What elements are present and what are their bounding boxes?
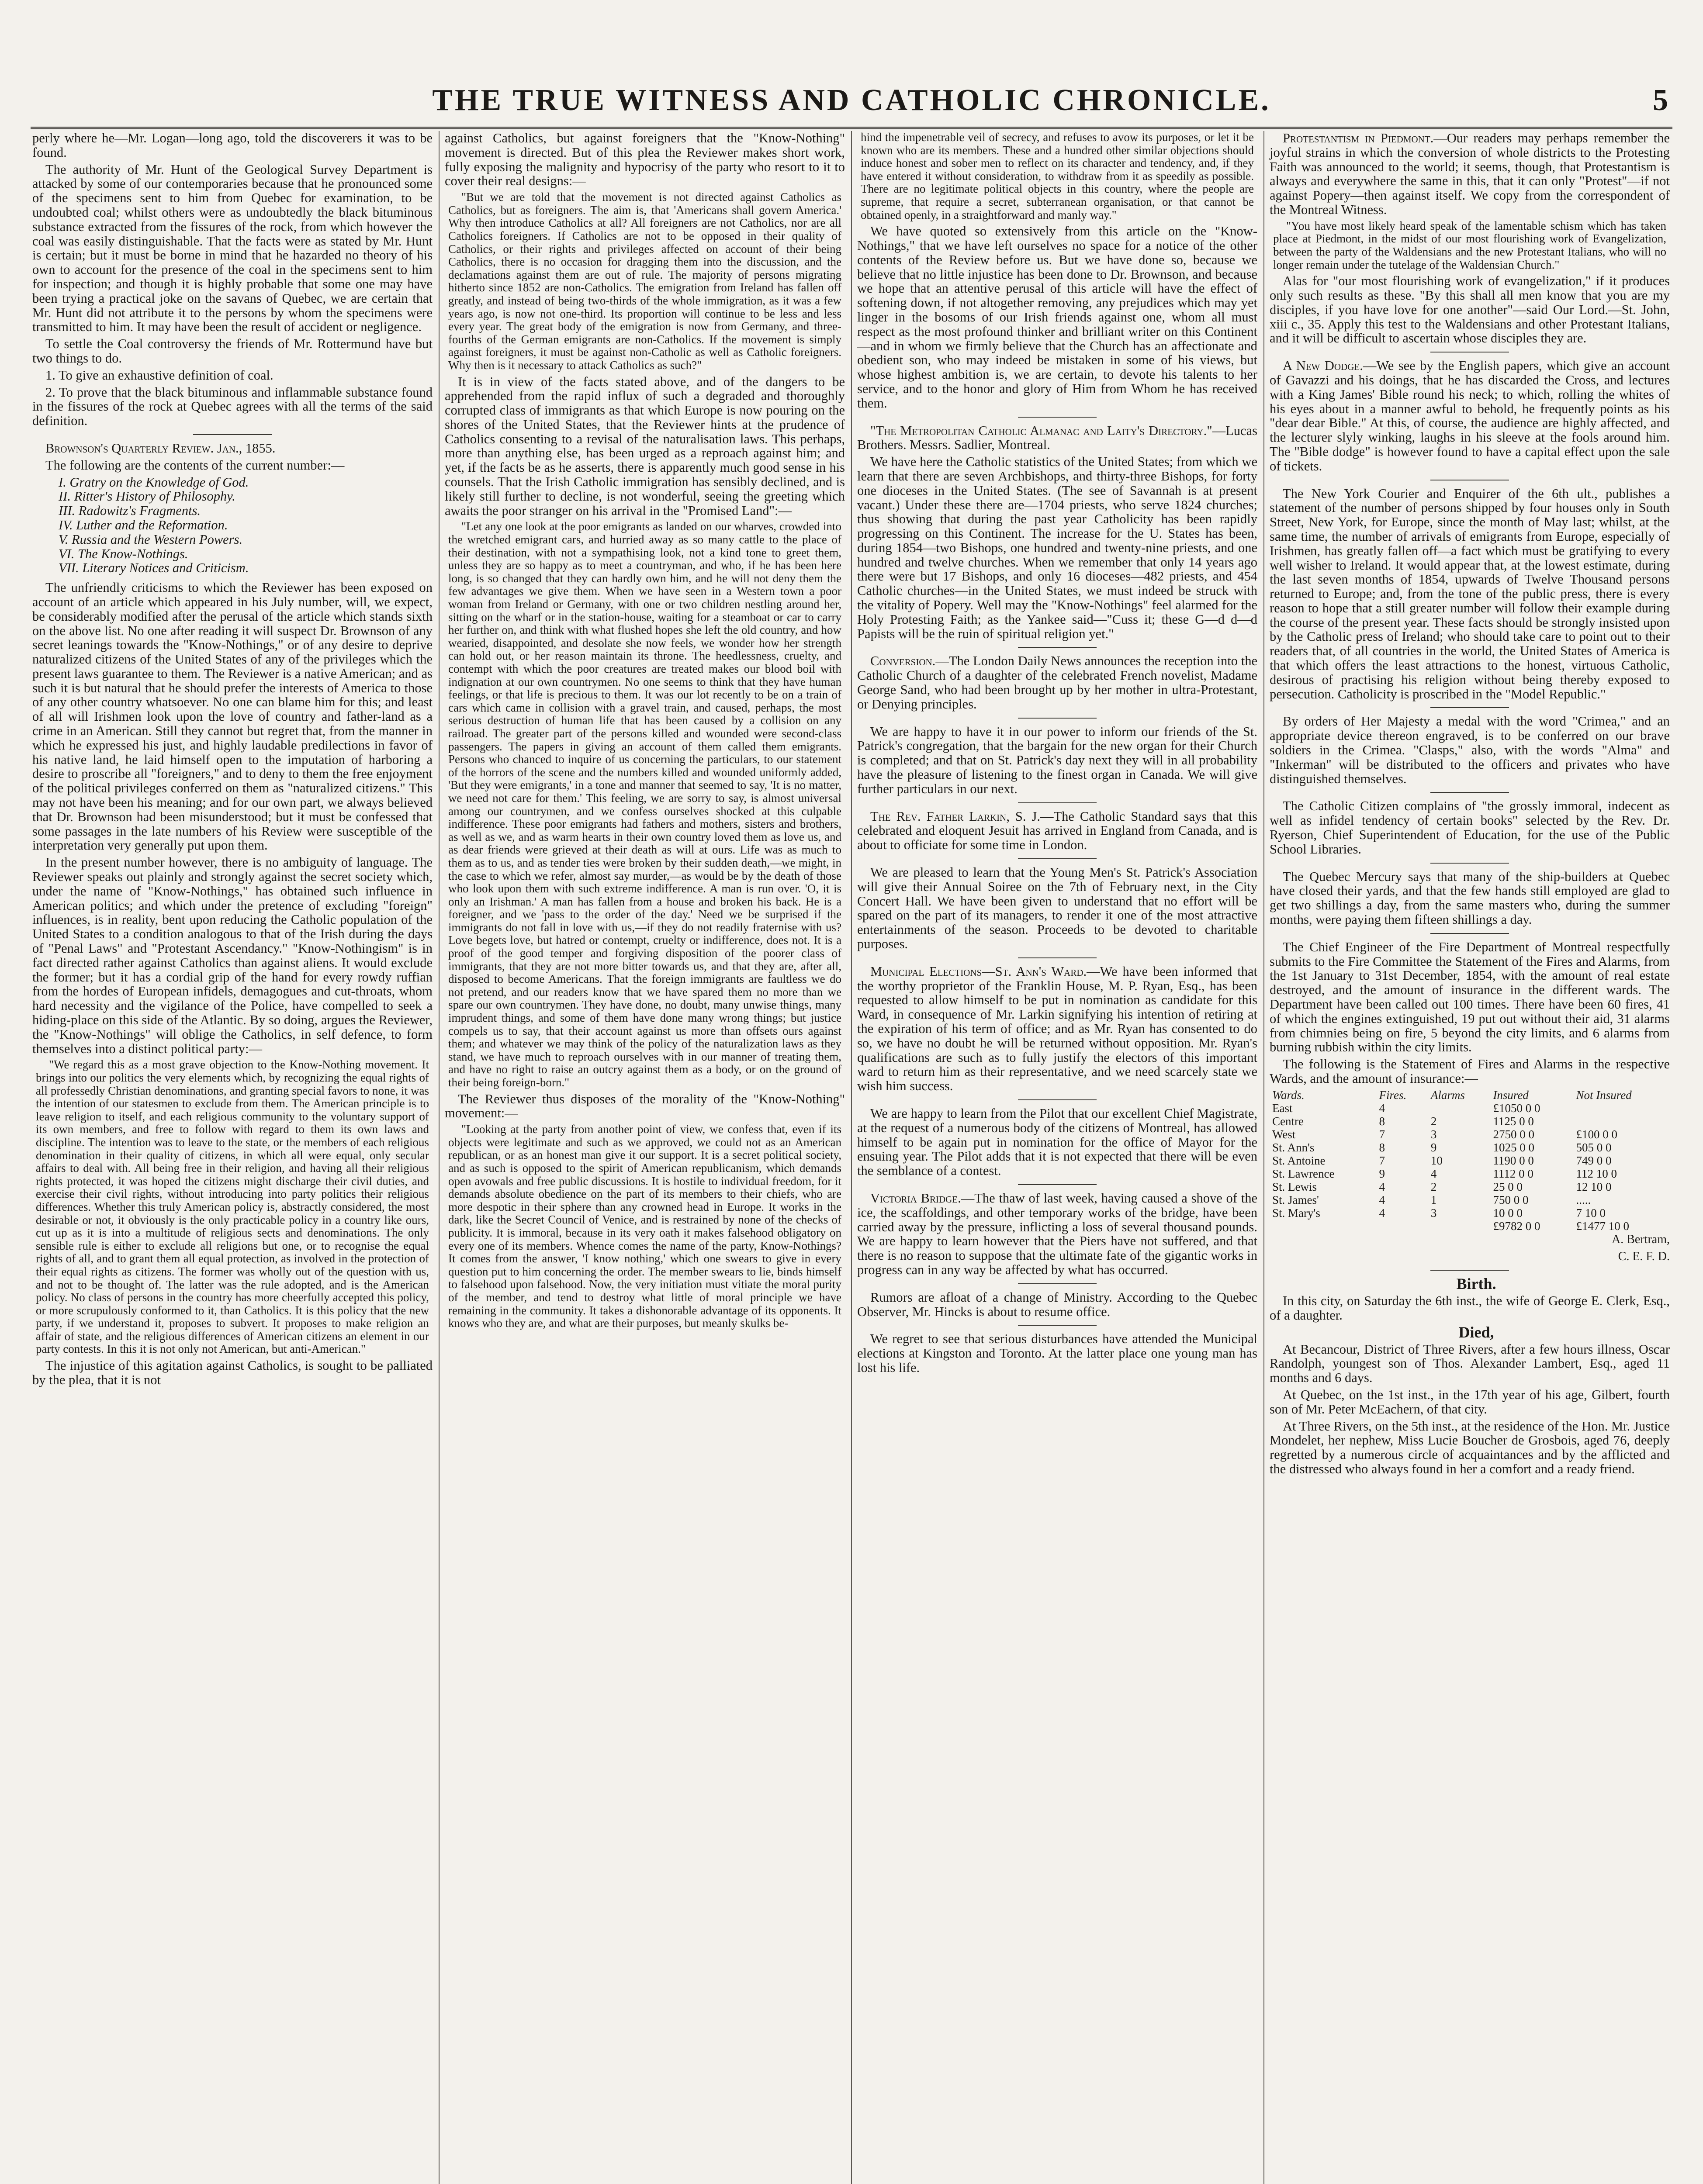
list-item: IV. Luther and the Reformation. [59, 517, 228, 532]
table-row [1270, 1141, 1670, 1154]
total-insured: £9782 0 0 [1493, 1219, 1540, 1233]
table-cell: 7 10 0 [1576, 1206, 1606, 1220]
table-cell: 8 [1379, 1114, 1385, 1128]
section-heading: Protestantism in Piedmont. [1283, 131, 1434, 145]
total-not-insured: £1477 10 0 [1576, 1219, 1629, 1233]
table-cell: £100 0 0 [1576, 1127, 1617, 1141]
table-cell: St. Ann's [1272, 1140, 1315, 1154]
section-divider [1430, 863, 1509, 864]
article-paragraph: The unfriendly criticisms to which the Reviewer has been exposed on account of an article which appeared in his July number, will, we expect, be considerably modified after the perusal of the article which stands sixth on the above list. No one after reading it will suspect Dr. Brownson of any secret leanings towards the "Know-Nothings," or of any desire to deprive naturalized citizens of the United States of any of the privileges which the present laws guarantee to them. The Reviewer is a native American; and as such it is but natural that he should prefer the interests of America to those of any other country whatsoever. No one can blame him for this; and least of all will Irishmen look upon the love of country and father-land as a crime in an American. Still they cannot but regret that, from the manner in which he expressed his just, and highly laudable predilections in favor of his native land, he laid himself open to the imputation of harboring a desire to proscribe all "foreigners," and to deny to them the free enjoyment of the political privileges conferred on them as "naturalized citizens." This may not have been his meaning; and for our own part, we always believed that Dr. Brownson had been misunderstood; but it must be confessed that some passages in the late numbers of his Review were susceptible of the interpretation very generally put upon them. [32, 580, 433, 853]
table-cell: 1112 0 0 [1493, 1167, 1533, 1180]
table-header-row [1270, 1089, 1670, 1102]
quoted-passage: "Let any one look at the poor emigrants as landed on our wharves, crowded into the wretched emigrant cars, and hurried away as so many cattle to the place of their destination, with not a sympathising look, not a kind tone to greet them, unless they are so happy as to meet a countryman, and who, if he has been here long, is so changed that they can hardly own him, and he will not deny them the few advantages we give them. When we have seen in a Western town a poor woman from Ireland or Germany, with one or two children nestling around her, sitting on the wharf or in the station-house, waiting for a steamboat or car to carry her further on, and think with what flushed hopes she left the old country, and how wearied, disappointed, and desolate she now feels, we wonder how her strength can hold out, or her reason maintain its throne. The heedlessness, cruelty, and contempt with which the poor creatures are treated makes our blood boil with indignation at our own countrymen. No one seems to think that they have human feelings, or that life is precious to them. It was our lot recently to be on a train of cars which came in collision with a gravel train, and caused, perhaps, the most serious destruction of human life that has been caused by a collision on any railroad. The greater part of the persons killed and wounded were second-class passengers. The papers in giving an account of them called them emigrants. Persons who chanced to inquire of us concerning the particulars, to our statement of the horrors of the scene and the numbers killed and wounded uniformly added, 'But they were emigrants,' in a tone and manner that seemed to say, 'It is no matter, we need not care for them.' This feeling, we are sorry to say, is almost universal among our countrymen, and we confess ourselves shocked at this culpable indifference. These poor emigrants had fathers and mothers, sisters and brothers, as well as we, and as warm hearts in their own country loved them as love us, and as dear friends were grieved at their death as will at ours. Life was as much to them as to us, and as tender ties were broken by their sudden death,—we might, in the case to which we refer, almost say murder,—as would be by the death of those who look upon them with such extreme indifference. A man is run over. 'O, it is only an Irishman.' A man has fallen from a house and broken his back. He is a foreigner, and we 'pass to the order of the day.' Need we be surprised if the immigrants do not fall in love with us,—if they do not readily fraternise with us? Love begets love, but hatred or contempt, cruelty or indifference, does not. It is a proof of the good temper and forgiving disposition of the poorer class of immigrants, that they are not more bitter towards us, and that they are, after all, disposed to become Americans. That the foreign immigrants are faultless we do not pretend, and our readers know that we have spared them no more than we spare our own countrymen. They have done, no doubt, many unwise things, many imprudent things, and some of them have done many wrong things; but justice compels us to say, that their account against us more than offsets ours against them; and whatever we may think of the policy of the naturalization laws as they stand, we have much to reproach ourselves with in our manner of treating them, and have no right to raise an outcry against them as a body, or on the ground of their being foreign-born." [448, 520, 841, 1089]
quoted-passage: "You have most likely heard speak of the lamentable schism which has taken place at Piedmont, in the midst of our most flourishing work of Evangelization, between the party of the Waldensians and the new Protestant Italians, who will no longer remain under the tutelage of the Waldensian Church." [1273, 219, 1666, 271]
section-heading: Victoria Bridge. [870, 1190, 961, 1206]
article-paragraph: The New York Courier and Enquirer of the 6th ult., publishes a statement of the number of persons shipped by four houses only in South Street, New York, for Europe, since the month of May last; whilst, at the same time, the number of arrivals of emigrants from Europe, especially of Irishmen, has greatly fallen off—a fact which must be gratifying to every well wisher to Ireland. It would appear that, at the lowest estimate, during the last seven months of 1854, upwards of Twelve Thousand persons returned to Europe; and, from the tone of the public press, there is every reason to hope that a still greater number will follow their example during the course of the present year. These facts should be strongly insisted upon by the Catholic press of Ireland; who should take care to point out to their readers that, of all countries in the world, the United States of America is that which offers the least attractions to the honest, virtuous Catholic, desirous of practising his religion without being thereby exposed to persecution. Catholicity is proscribed in the "Model Republic." [1270, 486, 1670, 702]
table-cell: St. Antoine [1272, 1154, 1326, 1167]
article-paragraph: Rumors are afloat of a change of Ministry. According to the Quebec Observer, Mr. Hincks is about to resume office. [857, 1289, 1257, 1319]
article-paragraph: We have here the Catholic statistics of the United States; from which we learn that there are seven Archbishops, and thirty-three Bishops, for forty one dioceses in the United States. (The see of Savannah is at present vacant.) Under these there are—1704 priests, who serve 1824 churches; thus showing that during the past year Catholicity has been rapidly progressing on this Continent. The increase for the U. States has been, during 1854—two Bishops, one hundred and twenty-nine priests, and one hundred and twelve churches. When we remember that only 14 years ago there were but 17 Bishops, and only 16 dioceses—482 priests, and 454 Catholic churches—in the United States, we must indeed be struck with the vitality of Popery. Well may the "Know-Nothings" feel alarmed for the Holy Protesting Faith; as the Yankee said—"Cuss it; these G—d d—d Papists will be the ruin of spiritual religion yet." [857, 454, 1257, 641]
list-item: VII. Literary Notices and Criticism. [59, 560, 249, 576]
table-cell: 1190 0 0 [1493, 1154, 1534, 1167]
table-row [1270, 1102, 1670, 1115]
fires-table [1270, 1089, 1670, 1233]
section-divider [1018, 957, 1097, 958]
list-item: VI. The Know-Nothings. [59, 546, 188, 561]
table-cell: 750 0 0 [1493, 1193, 1529, 1206]
section-divider [1018, 1099, 1097, 1100]
table-row [1270, 1193, 1670, 1206]
signature-title: C. E. F. D. [1618, 1249, 1670, 1263]
table-cell: 4 [1430, 1167, 1437, 1180]
quoted-passage: "Looking at the party from another point of view, we confess that, even if its objects were legitimate and such as we approved, we could not as an American republican, or as an honest man give it our support. It is a secret political society, and as such is opposed to the spirit of American republicanism, which demands open avowals and free public discussions. It is hostile to individual freedom, for it demands absolute obedience on the part of its members to their chiefs, who are more despotic in their sphere than any crowned head in Europe. It works in the dark, like the Secret Council of Venice, and is restrained by none of the checks of publicity. It is immoral, because in its very oath it makes falsehood obligatory on every one of its members. Whence comes the name of the party, Know-Nothings? It comes from the answer, 'I know nothing,' which one swears to give in every question put to him concerning the order. The member swears to lie, binds himself to falsehood upon falsehood. Now, the very initiation must vitiate the moral purity of the member, and tend to destroy what little of moral principle we have remaining in the community. It takes a dishonorable advantage of its opponents. It knows who they are, and what are their purposes, but meanly skulks be- [448, 1123, 841, 1330]
death-notice: At Quebec, on the 1st inst., in the 17th year of his age, Gilbert, fourth son of Mr. Peter McEachern, of that city. [1270, 1387, 1670, 1417]
section-divider [1018, 802, 1097, 803]
article-paragraph: The following is the Statement of Fires and Alarms in the respective Wards, and the amount of insurance:— [1270, 1057, 1670, 1086]
table-cell: 112 10 0 [1576, 1167, 1617, 1180]
masthead [31, 74, 1672, 129]
article-paragraph: The Reviewer thus disposes of the morality of the "Know-Nothing" movement:— [445, 1091, 845, 1121]
table-cell: 2750 0 0 [1493, 1127, 1534, 1141]
table-cell [1428, 1102, 1491, 1115]
page-number: 5 [1653, 83, 1668, 117]
section-heading: Conversion. [870, 653, 936, 669]
table-cell: St. Mary's [1272, 1206, 1320, 1220]
table-row [1270, 1206, 1670, 1220]
article-paragraph: perly where he—Mr. Logan—long ago, told the discoverers it was to be found. [32, 131, 433, 160]
signature-name: A. Bertram, [1612, 1232, 1670, 1246]
article-paragraph: The Quebec Mercury says that many of the ship-builders at Quebec have closed their yards, and that the few hands still employed are glad to get two shillings a day, from the same masters who, during the summer months, were paying them fifteen shillings a day. [1270, 869, 1670, 927]
article-paragraph: Alas for "our most flourishing work of evangelization," if it produces only such results as these. "By this shall all men know that you are my disciples, if you have love for one another"—said Our Lord.—St. John, xiii c., 35. Apply this test to the Waldensians and other Protestant Italians, and it will be difficult to ascertain whose disciples they are. [1270, 273, 1670, 346]
article-paragraph: against Catholics, but against foreigners that the "Know-Nothing" movement is directed. But of this plea the Reviewer makes short work, fully exposing the malignity and hypocrisy of the party who resort to it to cover their real designs:— [445, 131, 845, 189]
article-paragraph: The following are the contents of the current number:— [45, 457, 345, 473]
column-3 [855, 131, 1259, 2184]
table-cell [1573, 1102, 1670, 1115]
article-paragraph: To settle the Coal controversy the friends of Mr. Rottermund have but two things to do. [32, 336, 433, 366]
table-cell: 2 [1430, 1114, 1437, 1128]
table-cell: 505 0 0 [1576, 1140, 1612, 1154]
section-divider [1018, 1184, 1097, 1185]
table-cell: 3 [1430, 1206, 1437, 1220]
table-row [1270, 1167, 1670, 1180]
table-cell: 8 [1379, 1140, 1385, 1154]
section-heading: A New Dodge. [1283, 358, 1363, 373]
list-item: V. Russia and the Western Powers. [59, 532, 243, 547]
table-cell: 9 [1430, 1140, 1437, 1154]
quoted-passage: hind the impenetrable veil of secrecy, and refuses to avow its purposes, or let it be known who are its members. These and a hundred other similar objections should induce honest and sober men to reflect on its character and tendency, and, if they have entered it without consideration, to withdraw from it as speedily as possible. There are no legitimate political objects in this country, where the people are supreme, that require a secret, subterranean organisation, or that cannot be obtained openly, in a straightforward and manly way." [861, 131, 1254, 221]
table-cell: 1 [1430, 1193, 1437, 1206]
table-cell: 1025 0 0 [1493, 1140, 1534, 1154]
quoted-passage: "We regard this as a most grave objection to the Know-Nothing movement. It brings into our politics the very elements which, by recognizing the equal rights of all professedly Christian denominations, and granting special favors to none, it was the intention of our statesmen to exclude from them. The American principle is to leave religion to itself, and each religious community to the voluntary support of its own members, and free to follow with regard to them its own laws and discipline. The intention was to leave to the state, or the members of each religious denomination in their quality of citizens, in which all were equal, only secular affairs to deal with. All being free in their religion, and having all their religious rights protected, it was hoped the citizens might discharge their civil duties, and exercise their civil rights, without introducing into party politics their religious differences. Whether this truly American policy is, abstractly considered, the most desirable or not, it obviously is the only practicable policy in a country like ours, cut up as it is into a multitude of religious sects and denominations. The only sensible rule is either to exclude all religions but one, or to recognise the equal rights of all, and to grant them all equal protection, as involved in the protection of their equal rights as citizens. The former was wholly out of the question with us, and not to be thought of. The latter was the rule adopted, and is the American policy. No class of persons in the country has more cheerfully accepted this policy, or more scrupulously conformed to it, than Catholics. It is this policy that the new party, if we understand it, proposes to subvert. It proposes to make religion an affair of state, and the religious differences of American citizens an element in our party contests. In this it is not only not American, but anti-American." [36, 1058, 429, 1356]
table-cell: 4 [1379, 1193, 1385, 1206]
table-cell: 749 0 0 [1576, 1154, 1612, 1167]
table-cell: £1050 0 0 [1493, 1101, 1540, 1115]
table-cell: 7 [1379, 1127, 1385, 1141]
article-paragraph: 2. To prove that the black bituminous and inflammable substance found in the fissures of the rock at Quebec agrees with all the terms of the said definition. [32, 384, 433, 429]
article-paragraph: The Catholic Citizen complains of "the grossly immoral, indecent as well as infidel tendency of certain books" selected by the Rev. Dr. Ryerson, Chief Superintendent of Education, for the use of the Public School Libraries. [1270, 798, 1670, 857]
table-cell: ..... [1576, 1193, 1591, 1206]
table-cell: 1125 0 0 [1493, 1114, 1534, 1128]
article-text: —Lucas Brothers. Messrs. Sadlier, Montreal. [857, 423, 1257, 453]
table-cell: St. James' [1272, 1193, 1319, 1206]
contents-list [59, 475, 433, 576]
death-notice: At Becancour, District of Three Rivers, after a few hours illness, Oscar Randolph, youngest son of Thos. Alexander Lambert, Esq., aged 11 months and 6 days. [1270, 1341, 1670, 1386]
section-divider [193, 434, 272, 435]
section-divider [1018, 647, 1097, 648]
article-text: —The London Daily News announces the reception into the Catholic Church of a daughter of the celebrated French novelist, Madame George Sand, who had been brought up by her mother in ultra-Protestant, or Denying principles. [857, 653, 1257, 712]
article-paragraph: We are pleased to learn that the Young Men's St. Patrick's Association will give their Annual Soiree on the 7th of February next, in the City Concert Hall. We have been given to understand that no effort will be spared on the part of its managers, to render it one of the most attractive entertainments of the season. Proceeds to be devoted to charitable purposes. [857, 865, 1257, 952]
column-1 [31, 131, 434, 2184]
table-cell: St. Lawrence [1272, 1167, 1335, 1180]
table-cell: 25 0 0 [1493, 1180, 1523, 1193]
table-cell: 4 [1379, 1101, 1385, 1115]
list-item: III. Radowitz's Fragments. [59, 503, 201, 518]
article-text: —The thaw of last week, having caused a shove of the ice, the scaffoldings, and other temporary works of the bridge, have been carried away by the pressure, inflicting a loss of several thousand pounds. We are happy to learn however that the Piers have not suffered, and that there is no reason to suppose that the ultimate fate of the gigantic works in progress can in any way be affected by what has occurred. [857, 1190, 1257, 1277]
list-item: II. Ritter's History of Philosophy. [59, 489, 235, 504]
table-row [1270, 1128, 1670, 1141]
article-text: —We see by the English papers, which give an account of Gavazzi and his doings, that he has discarded the Cross, and lectures with a King James' Bible round his neck; to which, rolling the whites of his eyes about in a manner awful to behold, he frequently points as his "dear dear Bible." At this, of course, the audience are highly affected, and the lecturer slyly winking, laughs in his sleeve at the fools around him. The "Bible dodge" is however found to have a capital effect upon the sale of tickets. [1270, 358, 1670, 473]
table-cell: 10 0 0 [1493, 1206, 1523, 1220]
table-cell: 4 [1379, 1180, 1385, 1193]
article-paragraph: 1. To give an exhaustive definition of coal. [45, 367, 273, 383]
article-paragraph: By orders of Her Majesty a medal with the word "Crimea," and an appropriate device thereon engraved, is to be conferred on our brave soldiers in the Crimea. "Clasps," also, with the words "Alma" and "Inkerman" will be distributed to the officers and privates who have distinguished themselves. [1270, 714, 1670, 786]
birth-notice: In this city, on Saturday the 6th inst., the wife of George E. Clerk, Esq., of a daughter. [1270, 1293, 1670, 1323]
table-cell: Centre [1272, 1114, 1304, 1128]
article-paragraph: It is in view of the facts stated above, and of the dangers to be apprehended from the rapid influx of such a degraded and thoroughly corrupted class of immigrants as that which Europe is now pouring on the shores of the United States, that the Reviewer hints at the prudence of Catholics consenting to a revisal of the naturalisation laws. This perhaps, more than anything else, has been urged as a reproach against him; and yet, if the facts be as he asserts, there is apparently much good sense in his counsels. That the Irish Catholic immigration has sensibly declined, and is likely still further to decline, is not wonderful, seeing the greeting which awaits the poor stranger on his arrival in the "Promised Land":— [445, 374, 845, 518]
column-header: Wards. [1272, 1088, 1305, 1102]
section-heading: Municipal Elections—St. Ann's Ward. [870, 964, 1087, 979]
table-cell: 7 [1379, 1154, 1385, 1167]
list-item: I. Gratry on the Knowledge of God. [59, 474, 249, 490]
newspaper-title: THE TRUE WITNESS AND CATHOLIC CHRONICLE. [432, 83, 1271, 117]
article-text: —The Catholic Standard says that this celebrated and eloquent Jesuit has arrived in England from Canada, and is about to officiate for some time in London. [857, 809, 1257, 853]
table-row [1270, 1154, 1670, 1167]
article-paragraph: In the present number however, there is no ambiguity of language. The Reviewer speaks out plainly and strongly against the secret society which, under the name of "Know-Nothings," has obtained such influence in American politics; and which under the pretence of excluding "foreign" influences, is in reality, bent upon reducing the Catholic population of the United States to a condition analogous to that of the Irish during the days of "Penal Laws" and "Protestant Ascendancy." "Know-Nothingism" is in fact directed rather against Catholics than against aliens. It would exclude the former; but it has a cordial grip of the hand for every rowdy ruffian from the hordes of European infidels, demagogues and cut-throats, whom hard necessity and the vigilance of the Police, have compelled to seek a hiding-place on this side of the Atlantic. By so doing, argues the Reviewer, the "Know-Nothings" will oblige the Catholics, in self defence, to form themselves into a distinct political party:— [32, 855, 433, 1056]
article-paragraph: We regret to see that serious disturbances have attended the Municipal elections at Kingston and Toronto. At the latter place one young man has lost his life. [857, 1331, 1257, 1375]
table-cell [1573, 1115, 1670, 1128]
table-row [1270, 1180, 1670, 1193]
page-columns [31, 131, 1672, 2184]
died-heading: Died, [1458, 1323, 1494, 1341]
article-paragraph: We have quoted so extensively from this article on the "Know-Nothings," that we have left ourselves no space for a notice of the other contents of the Review before us. But we have done so, because we believe that no little injustice has been done to Dr. Brownson, and because we hope that an attentive perusal of this article will have the effect of softening down, if not altogether removing, any prejudices which may yet linger in the bosoms of our Irish friends against one, whom all must respect as the most profound thinker and brilliant writer on this Continent—and in whom we firmly believe that the Church has an affectionate and obedient son, who may indeed be mistaken in some of his views, but whose highest ambition is, we are certain, to devote his talents to her service, and to the honor and glory of Him from Whom he has received them. [857, 224, 1257, 411]
table-cell: 4 [1379, 1206, 1385, 1220]
article-paragraph: The injustice of this agitation against Catholics, is sought to be palliated by the plea, that it is not [32, 1358, 433, 1387]
section-divider [1430, 933, 1509, 934]
section-heading: The Rev. Father Larkin, S. J. [870, 809, 1041, 824]
table-cell: St. Lewis [1272, 1180, 1317, 1193]
table-cell: West [1272, 1127, 1296, 1141]
article-paragraph: The Chief Engineer of the Fire Department of Montreal respectfully submits to the Fire Committee the Statement of the Fires and Alarms, from the 1st January to 31st December, 1854, with the amount of real estate destroyed, and the amount of insurance in the different wards. The Department have been called out 100 times. There have been 60 fires, 41 of which the engines extinguished, 19 put out without their aid, 31 alarms from chimnies being on fire, 5 beyond the city limits, and 6 alarms from burning rubbish within the city limits. [1270, 939, 1670, 1055]
table-row [1270, 1115, 1670, 1128]
column-4 [1268, 131, 1672, 2184]
section-divider [1430, 1270, 1509, 1271]
column-header: Not Insured [1576, 1088, 1632, 1102]
section-heading: "The Metropolitan Catholic Almanac and Laity's Directory." [870, 423, 1212, 438]
birth-heading: Birth. [1456, 1275, 1496, 1293]
article-text: —We have been informed that the worthy proprietor of the Franklin House, M. P. Ryan, Esq., has been requested to allow himself to be put in nomination as candidate for this Ward, in consequence of Mr. Larkin signifying his intention of retiring at the expiration of his term of office; and as Mr. Ryan has consented to do so, we have no doubt he will be returned without opposition. Mr. Ryan's qualifications are such as to fully justify the electors of this important ward to return him as their representative, and we need scarcely state we wish him success. [857, 964, 1257, 1094]
section-divider [1430, 707, 1509, 708]
quoted-passage: "But we are told that the movement is not directed against Catholics as Catholics, but as foreigners. The aim is, that 'Americans shall govern America.' Why then introduce Catholics at all? All foreigners are not Catholics, nor are all Catholics foreigners. If Catholics are not to be opposed in their quality of Catholics, or their rights and privileges affected on account of their being Catholics, there is no occasion for dragging them into the discussion, and the declamations against them are out of rule. The majority of persons migrating hitherto since 1852 are non-Catholics. The emigration from Ireland has fallen off greatly, and instead of being two-thirds of the whole immigration, as it was a few years ago, is now not one-third. Its proportion will continue to be less and less every year. The great body of the emigration is now from Germany, and three-fourths of the German emigrants are non-Catholics. If the movement is simply against foreigners, it must be against non-Catholic as well as Catholic foreigners. Why then is it necessary to attack Catholics as such?" [448, 190, 841, 372]
table-cell: 10 [1430, 1154, 1443, 1167]
table-cell: 3 [1430, 1127, 1437, 1141]
table-cell: East [1272, 1101, 1293, 1115]
column-header: Insured [1493, 1088, 1529, 1102]
section-divider [1018, 718, 1097, 719]
section-divider [1018, 1283, 1097, 1284]
section-divider [1018, 858, 1097, 859]
article-text: —Our readers may perhaps remember the joyful strains in which the conversion of whole districts to the Protesting Faith was announced to the world; it seems, though, that Protestantism is always and everywhere the same in this, that it can only "Protest"—if not against Popery—then against itself. We copy from the correspondent of the Montreal Witness. [1270, 131, 1670, 217]
table-total-row [1270, 1220, 1670, 1233]
article-paragraph: We are happy to learn from the Pilot that our excellent Chief Magistrate, at the request of a numerous body of the citizens of Montreal, has allowed himself to be again put in nomination for the office of Mayor for the ensuing year. The Pilot adds that it is not expected that there will be even the semblance of a contest. [857, 1106, 1257, 1178]
section-divider [1430, 792, 1509, 793]
table-cell: 9 [1379, 1167, 1385, 1180]
column-2 [443, 131, 847, 2184]
article-paragraph: The authority of Mr. Hunt of the Geological Survey Department is attacked by some of our contemporaries because that he pronounced some of the specimens sent to him from Quebec for examination, to be undoubted coal; whilst others were as undoubtedly the black bituminous substance extracted from the fissures of the rock, from which however the coal was easily distinguishable. That the facts were as stated by Mr. Hunt is certain; but it must be borne in mind that he hazarded no theory of his own to account for the presence of the coal in the specimens sent to him for inspection; and though it is highly probable that some one may have been trying a practical joke on the savans of Quebec, we are certain that Mr. Hunt did not attribute it to the persons by whom the specimens were transmitted to him. It may have been the result of accident or negligence. [32, 162, 433, 335]
table-cell: 2 [1430, 1180, 1437, 1193]
death-notice: At Three Rivers, on the 5th inst., at the residence of the Hon. Mr. Justice Mondelet, her nephew, Miss Lucie Boucher de Grosbois, aged 76, deeply regretted by a numerous circle of acquaintances and by the afflicted and the distressed who always found in her a comfort and a ready friend. [1270, 1418, 1670, 1476]
section-divider [1018, 1325, 1097, 1326]
column-header: Fires. [1379, 1088, 1407, 1102]
table-cell: 12 10 0 [1576, 1180, 1612, 1193]
section-divider [1018, 417, 1097, 418]
column-header: Alarms [1430, 1088, 1465, 1102]
article-paragraph: We are happy to have it in our power to inform our friends of the St. Patrick's congregation, that the bargain for the new organ for their Church is completed; and that on St. Patrick's day next they will in all probability have the pleasure of listening to the finest organ in Canada. We will give further particulars in our next. [857, 724, 1257, 796]
section-heading: Brownson's Quarterly Review. Jan., 1855. [45, 440, 276, 456]
